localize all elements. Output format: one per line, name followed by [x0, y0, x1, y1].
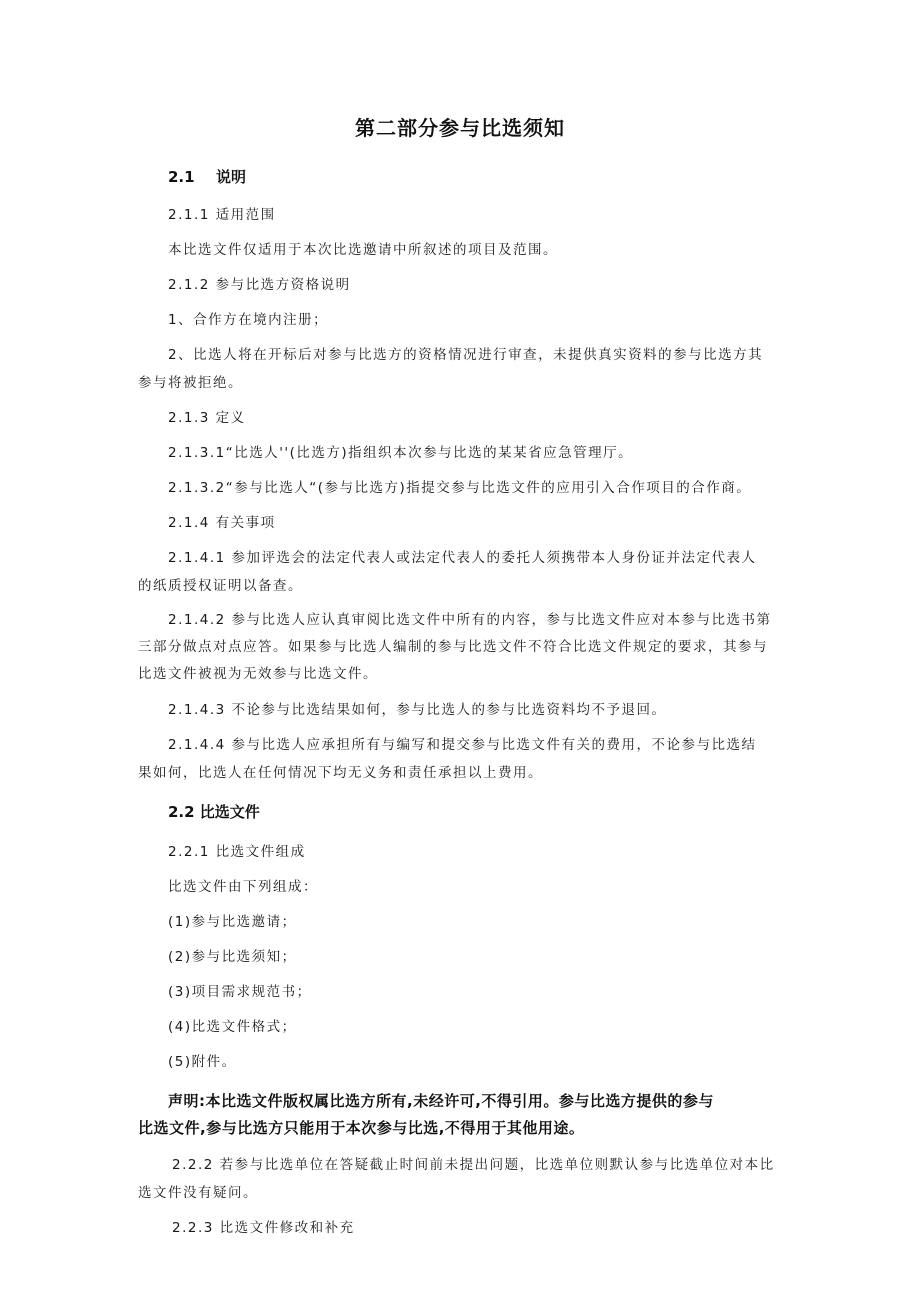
paragraph: 2、比选人将在开标后对参与比选方的资格情况进行审查，未提供真实资料的参与比选方其 — [168, 347, 764, 363]
section-heading-2-2: 2.2 比选文件 — [168, 803, 260, 821]
paragraph: 2.1.4.3 不论参与比选结果如何，参与比选人的参与比选资料均不予退回。 — [168, 702, 667, 718]
paragraph: 2.1.3.1“比选人''(比选方)指组织本次参与比选的某某省应急管理厅。 — [168, 445, 634, 461]
paragraph: 2.1.4.1 参加评选会的法定代表人或法定代表人的委托人须携带本人身份证并法定代表人 — [168, 550, 757, 566]
paragraph-continuation: 比选文件被视为无效参与比选文件。 — [138, 666, 378, 682]
paragraph-continuation: 选文件没有疑问。 — [138, 1185, 258, 1201]
paragraph-continuation: 参与将被拒绝。 — [138, 375, 243, 391]
paragraph: 2.2.3 比选文件修改和补充 — [172, 1220, 355, 1236]
paragraph: 2.1.4.2 参与比选人应认真审阅比选文件中所有的内容，参与比选文件应对本参与比选书第 — [168, 612, 772, 628]
list-item: (4)比选文件格式； — [168, 1019, 297, 1035]
section-number: 2.1 — [168, 168, 195, 186]
section-label: 说明 — [216, 168, 247, 186]
list-item: (1)参与比选邀请； — [168, 914, 297, 930]
copyright-statement-continuation: 比选文件,参与比选方只能用于本次参与比选,不得用于其他用途。 — [138, 1119, 585, 1137]
paragraph: 2.1.3 定义 — [168, 410, 246, 426]
paragraph-continuation: 果如何，比选人在任何情况下均无义务和责任承担以上费用。 — [138, 765, 543, 781]
paragraph: 2.1.4.4 参与比选人应承担所有与编写和提交参与比选文件有关的费用，不论参与比选结 — [168, 737, 757, 753]
paragraph: 2.1.3.2“参与比选人“(参与比选方)指提交参与比选文件的应用引入合作项目的合作商。 — [168, 480, 752, 496]
paragraph: 2.2.2 若参与比选单位在答疑截止时间前未提出问题，比选单位则默认参与比选单位对本比 — [172, 1157, 775, 1173]
paragraph: 本比选文件仅适用于本次比选邀请中所叙述的项目及范围。 — [168, 242, 558, 258]
paragraph-continuation: 的纸质授权证明以备查。 — [138, 578, 303, 594]
copyright-statement: 声明:本比选文件版权属比选方所有,未经许可,不得引用。参与比选方提供的参与 — [168, 1092, 714, 1110]
list-item: (3)项目需求规范书； — [168, 984, 312, 1000]
paragraph: 2.1.2 参与比选方资格说明 — [168, 277, 351, 293]
page-title: 第二部分参与比选须知 — [355, 116, 565, 140]
paragraph: 2.1.4 有关事项 — [168, 515, 276, 531]
list-item: (2)参与比选须知； — [168, 949, 297, 965]
section-heading-2-1 — [168, 166, 246, 187]
list-item: (5)附件。 — [168, 1054, 237, 1070]
paragraph: 比选文件由下列组成： — [168, 879, 318, 895]
paragraph-continuation: 三部分做点对点应答。如果参与比选人编制的参与比选文件不符合比选文件规定的要求，其参与 — [138, 639, 768, 655]
paragraph: 2.2.1 比选文件组成 — [168, 844, 306, 860]
paragraph: 1、合作方在境内注册； — [168, 312, 329, 328]
paragraph: 2.1.1 适用范围 — [168, 207, 276, 223]
